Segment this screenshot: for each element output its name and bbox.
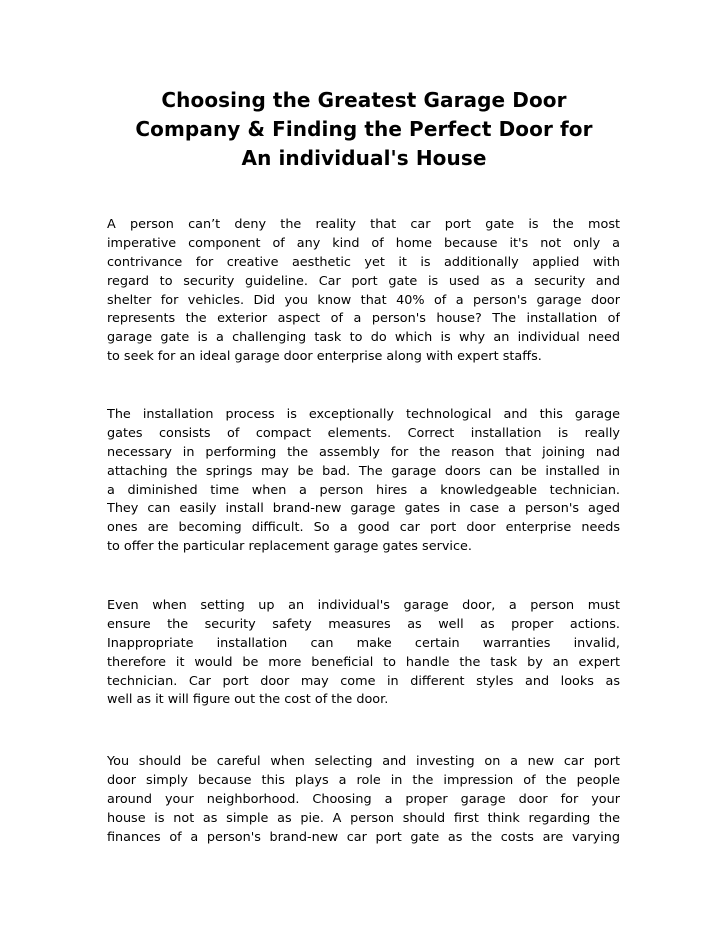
text-line: well as it will figure out the cost of the door. (107, 692, 389, 708)
text-line: garage gate is a challenging task to do which is why an individual need (107, 330, 620, 346)
text-line: shelter for vehicles. Did you know that 40% of a person's garage door (107, 292, 620, 308)
title-line: An individual's House (241, 146, 487, 170)
text-line: ensure the security safety measures as well as proper actions. (107, 616, 620, 632)
paragraph-2 (107, 406, 620, 557)
text-line: imperative component of any kind of home because it's not only a (107, 235, 620, 251)
text-line: finances of a person's brand-new car port gate as the costs are varying (107, 829, 620, 845)
text-line: A person can’t deny the reality that car port gate is the most (107, 217, 620, 232)
paragraph-1 (107, 216, 620, 367)
text-line: door simply because this plays a role in the impression of the people (107, 772, 620, 788)
text-line: represents the exterior aspect of a person's house? The installation of (107, 311, 620, 327)
text-line: to seek for an ideal garage door enterprise along with expert staffs. (107, 349, 542, 365)
text-line: Inappropriate installation can make certain warranties invalid, (107, 635, 620, 651)
text-line: necessary in performing the assembly for the reason that joining nad (107, 444, 620, 460)
text-line: contrivance for creative aesthetic yet it is additionally applied with (107, 254, 620, 270)
text-line: house is not as simple as pie. A person should first think regarding the (107, 810, 620, 826)
text-line: technician. Car port door may come in different styles and looks as (107, 673, 620, 689)
text-line: to offer the particular replacement garage gates service. (107, 539, 472, 555)
text-line: attaching the springs may be bad. The garage doors can be installed in (107, 463, 620, 479)
text-line: The installation process is exceptionally technological and this garage (107, 407, 620, 422)
text-line: therefore it would be more beneficial to handle the task by an expert (107, 654, 620, 670)
text-line: They can easily install brand-new garage gates in case a person's aged (107, 501, 620, 517)
paragraph-4 (107, 753, 620, 847)
title-line: Choosing the Greatest Garage Door (161, 88, 567, 112)
paragraph-3 (107, 597, 620, 710)
text-line: Even when setting up an individual's garage door, a person must (107, 598, 620, 613)
text-line: ones are becoming difficult. So a good car port door enterprise needs (107, 520, 620, 536)
text-line: regard to security guideline. Car port gate is used as a security and (107, 273, 620, 289)
title-line: Company & Finding the Perfect Door for (135, 117, 593, 141)
text-line: You should be careful when selecting and investing on a new car port (107, 754, 620, 769)
text-line: around your neighborhood. Choosing a proper garage door for your (107, 791, 620, 807)
document-title (100, 86, 628, 173)
text-line: a diminished time when a person hires a knowledgeable technician. (107, 482, 620, 498)
text-line: gates consists of compact elements. Correct installation is really (107, 425, 620, 441)
